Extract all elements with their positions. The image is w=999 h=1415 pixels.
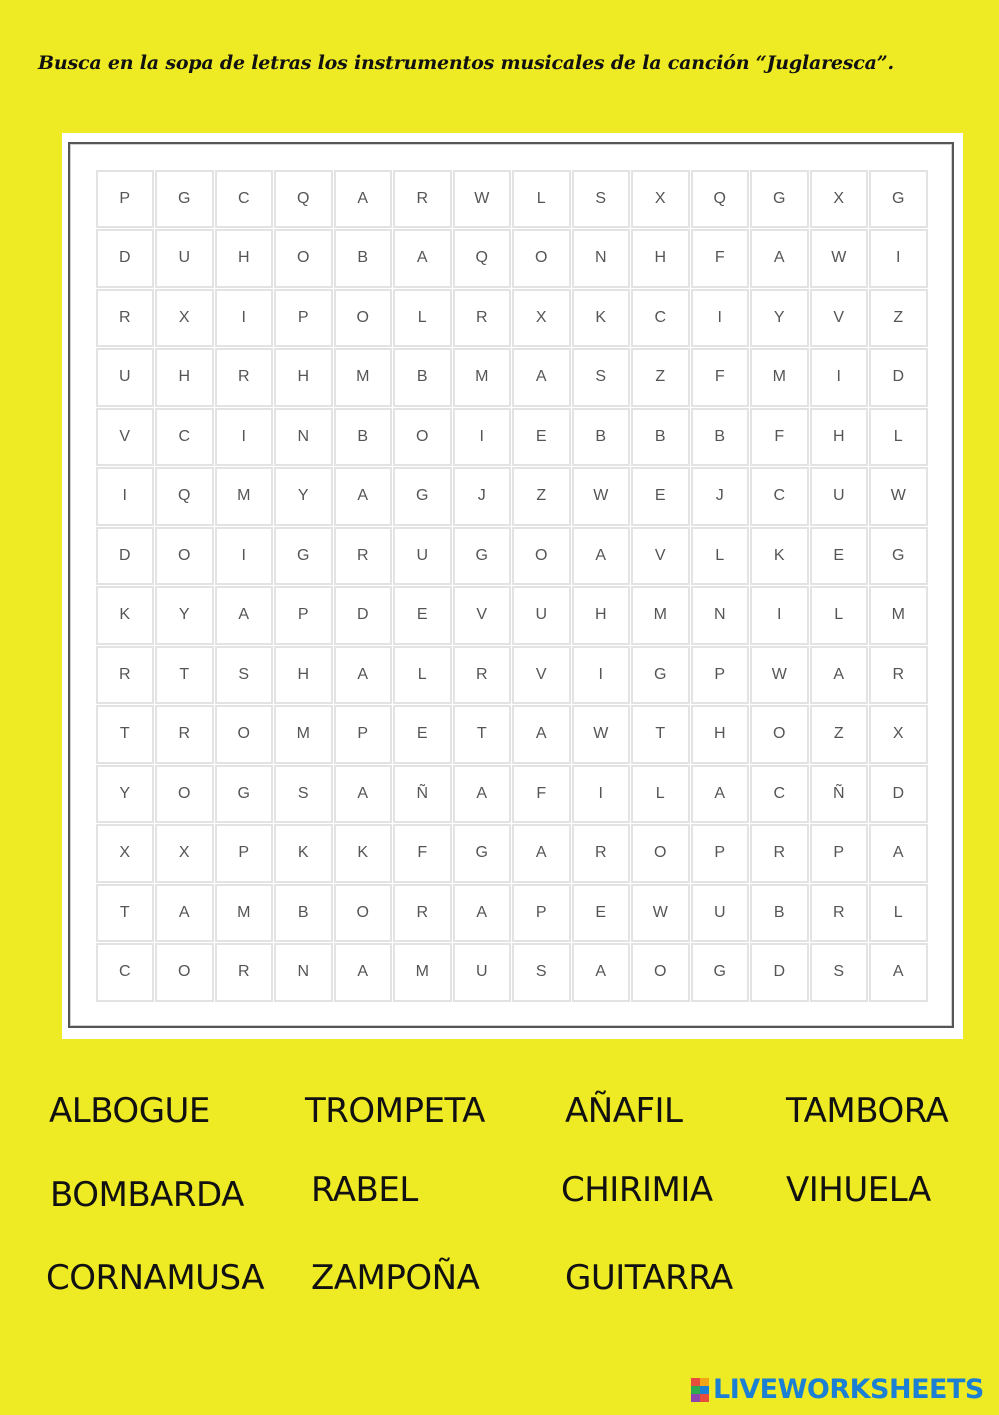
grid-cell[interactable]: P (810, 824, 869, 883)
grid-cell[interactable]: A (869, 824, 928, 883)
grid-cell[interactable]: A (453, 884, 512, 943)
grid-cell[interactable]: O (155, 527, 214, 586)
grid-cell[interactable]: R (810, 884, 869, 943)
grid-cell[interactable]: A (810, 646, 869, 705)
grid-cell[interactable]: D (869, 765, 928, 824)
grid-cell[interactable]: I (810, 348, 869, 407)
grid-cell[interactable]: O (512, 229, 571, 288)
grid-cell[interactable]: G (631, 646, 690, 705)
grid-cell[interactable]: B (691, 408, 750, 467)
grid-cell[interactable]: I (691, 289, 750, 348)
grid-cell[interactable]: K (274, 824, 333, 883)
grid-cell[interactable]: X (155, 289, 214, 348)
grid-cell[interactable]: F (512, 765, 571, 824)
grid-cell[interactable]: Z (512, 467, 571, 526)
grid-cell[interactable]: V (810, 289, 869, 348)
grid-cell[interactable]: M (393, 943, 452, 1002)
grid-cell[interactable]: A (334, 765, 393, 824)
word-search-sheet (62, 133, 963, 1039)
grid-cell[interactable]: B (334, 408, 393, 467)
grid-cell[interactable]: E (810, 527, 869, 586)
grid-cell[interactable]: Q (453, 229, 512, 288)
grid-cell[interactable]: R (869, 646, 928, 705)
grid-cell[interactable]: U (453, 943, 512, 1002)
grid-cell[interactable]: B (274, 884, 333, 943)
grid-cell[interactable]: X (96, 824, 155, 883)
grid-cell[interactable]: I (869, 229, 928, 288)
grid-cell[interactable]: L (869, 884, 928, 943)
grid-cell[interactable]: F (750, 408, 809, 467)
grid-cell[interactable]: Z (631, 348, 690, 407)
grid-cell[interactable]: Q (155, 467, 214, 526)
word-item: CORNAMUSA (46, 1258, 265, 1298)
grid-cell[interactable]: D (96, 229, 155, 288)
grid-cell[interactable]: X (512, 289, 571, 348)
word-item: TAMBORA (786, 1091, 949, 1131)
grid-cell[interactable]: H (155, 348, 214, 407)
grid-cell[interactable]: J (453, 467, 512, 526)
grid-cell[interactable]: U (155, 229, 214, 288)
grid-cell[interactable]: S (572, 348, 631, 407)
grid-cell[interactable]: W (869, 467, 928, 526)
liveworksheets-logo[interactable] (691, 1374, 984, 1405)
grid-cell[interactable]: I (215, 527, 274, 586)
grid-cell[interactable]: G (215, 765, 274, 824)
grid-cell[interactable]: V (96, 408, 155, 467)
grid-cell[interactable]: Q (274, 170, 333, 229)
grid-cell[interactable]: R (393, 884, 452, 943)
grid-cell[interactable]: O (393, 408, 452, 467)
grid-cell[interactable]: G (393, 467, 452, 526)
grid-cell[interactable]: P (215, 824, 274, 883)
grid-cell[interactable]: M (631, 586, 690, 645)
grid-cell[interactable]: C (96, 943, 155, 1002)
word-item: GUITARRA (565, 1258, 733, 1298)
grid-cell[interactable]: D (334, 586, 393, 645)
grid-cell[interactable]: A (750, 229, 809, 288)
grid-cell[interactable]: M (215, 467, 274, 526)
grid-cell[interactable]: E (393, 586, 452, 645)
grid-cell[interactable]: G (691, 943, 750, 1002)
grid-cell[interactable]: S (810, 943, 869, 1002)
grid-cell[interactable]: C (155, 408, 214, 467)
grid-cell[interactable]: Y (96, 765, 155, 824)
grid-cell[interactable]: K (572, 289, 631, 348)
grid-cell[interactable]: E (512, 408, 571, 467)
grid-cell[interactable]: V (453, 586, 512, 645)
grid-cell[interactable]: O (750, 705, 809, 764)
grid-cell[interactable]: A (512, 824, 571, 883)
grid-cell[interactable]: T (96, 884, 155, 943)
grid-cell[interactable]: A (334, 467, 393, 526)
grid-cell[interactable]: N (274, 408, 333, 467)
grid-cell[interactable]: A (869, 943, 928, 1002)
grid-cell[interactable]: R (393, 170, 452, 229)
grid-cell[interactable]: E (631, 467, 690, 526)
grid-cell[interactable]: B (393, 348, 452, 407)
grid-cell[interactable]: R (215, 943, 274, 1002)
grid-cell[interactable]: W (631, 884, 690, 943)
grid-cell[interactable]: T (631, 705, 690, 764)
grid-cell[interactable]: I (453, 408, 512, 467)
grid-cell[interactable]: M (334, 348, 393, 407)
grid-cell[interactable]: C (215, 170, 274, 229)
grid-cell[interactable]: N (274, 943, 333, 1002)
grid-cell[interactable]: R (96, 646, 155, 705)
word-item: ZAMPOÑA (311, 1258, 480, 1298)
grid-cell[interactable]: Y (155, 586, 214, 645)
grid-cell[interactable]: R (453, 289, 512, 348)
grid-cell[interactable]: A (334, 943, 393, 1002)
liveworksheets-logo-icon (691, 1378, 709, 1402)
grid-cell[interactable]: P (334, 705, 393, 764)
grid-cell[interactable]: L (810, 586, 869, 645)
grid-cell[interactable]: P (691, 646, 750, 705)
grid-cell[interactable]: C (631, 289, 690, 348)
grid-cell[interactable]: W (453, 170, 512, 229)
grid-cell[interactable]: U (96, 348, 155, 407)
grid-cell[interactable]: A (691, 765, 750, 824)
grid-cell[interactable]: Y (750, 289, 809, 348)
grid-cell[interactable]: A (512, 348, 571, 407)
grid-cell[interactable]: U (691, 884, 750, 943)
grid-cell[interactable]: H (631, 229, 690, 288)
grid-cell[interactable]: M (215, 884, 274, 943)
grid-cell[interactable]: K (750, 527, 809, 586)
grid-cell[interactable]: Ñ (810, 765, 869, 824)
grid-cell[interactable]: J (691, 467, 750, 526)
grid-cell[interactable]: H (810, 408, 869, 467)
grid-cell[interactable]: E (572, 884, 631, 943)
word-item: TROMPETA (305, 1091, 485, 1131)
grid-cell[interactable]: R (215, 348, 274, 407)
grid-cell[interactable]: U (393, 527, 452, 586)
grid-cell[interactable]: N (572, 229, 631, 288)
grid-cell[interactable]: O (274, 229, 333, 288)
grid-cell[interactable]: U (512, 586, 571, 645)
grid-cell[interactable]: K (96, 586, 155, 645)
grid-cell[interactable]: Z (810, 705, 869, 764)
grid-cell[interactable]: A (572, 527, 631, 586)
grid-cell[interactable]: R (155, 705, 214, 764)
grid-cell[interactable]: I (215, 408, 274, 467)
word-item: AÑAFIL (565, 1091, 683, 1131)
grid-cell[interactable]: E (393, 705, 452, 764)
grid-cell[interactable]: Ñ (393, 765, 452, 824)
grid-cell[interactable]: H (274, 348, 333, 407)
grid-cell[interactable]: T (453, 705, 512, 764)
word-item: CHIRIMIA (561, 1170, 713, 1210)
grid-cell[interactable]: I (215, 289, 274, 348)
grid-cell[interactable]: G (274, 527, 333, 586)
grid-cell[interactable]: A (393, 229, 452, 288)
grid-cell[interactable]: S (274, 765, 333, 824)
grid-cell[interactable]: B (631, 408, 690, 467)
grid-cell[interactable]: M (453, 348, 512, 407)
grid-cell[interactable]: V (631, 527, 690, 586)
word-item: RABEL (311, 1170, 418, 1210)
grid-cell[interactable]: C (750, 765, 809, 824)
grid-cell[interactable]: M (274, 705, 333, 764)
grid-cell[interactable]: P (274, 289, 333, 348)
grid-cell[interactable]: L (631, 765, 690, 824)
grid-cell[interactable]: D (869, 348, 928, 407)
grid-cell[interactable]: R (96, 289, 155, 348)
grid-cell[interactable]: D (750, 943, 809, 1002)
grid-cell[interactable]: S (572, 170, 631, 229)
grid-cell[interactable]: H (215, 229, 274, 288)
grid-cell[interactable]: K (334, 824, 393, 883)
grid-cell[interactable]: W (572, 705, 631, 764)
grid-cell[interactable]: X (810, 170, 869, 229)
grid-cell[interactable]: H (274, 646, 333, 705)
grid-cell[interactable]: R (334, 527, 393, 586)
grid-cell[interactable]: O (334, 884, 393, 943)
grid-cell[interactable]: B (334, 229, 393, 288)
grid-cell[interactable]: W (750, 646, 809, 705)
grid-cell[interactable]: C (750, 467, 809, 526)
grid-cell[interactable]: X (869, 705, 928, 764)
grid-cell[interactable]: L (393, 646, 452, 705)
grid-cell[interactable]: A (453, 765, 512, 824)
grid-cell[interactable]: O (215, 705, 274, 764)
grid-cell[interactable]: L (393, 289, 452, 348)
grid-cell[interactable]: O (512, 527, 571, 586)
word-item: BOMBARDA (50, 1175, 244, 1215)
grid-cell[interactable]: G (869, 527, 928, 586)
grid-cell[interactable]: I (96, 467, 155, 526)
grid-cell[interactable]: A (334, 646, 393, 705)
grid-cell[interactable]: R (453, 646, 512, 705)
grid-cell[interactable]: X (155, 824, 214, 883)
grid-cell[interactable]: F (393, 824, 452, 883)
grid-cell[interactable]: S (215, 646, 274, 705)
grid-cell[interactable]: V (512, 646, 571, 705)
grid-cell[interactable]: O (631, 824, 690, 883)
grid-cell[interactable]: G (750, 170, 809, 229)
grid-cell[interactable]: B (750, 884, 809, 943)
grid-cell[interactable]: G (453, 824, 512, 883)
grid-cell[interactable]: X (631, 170, 690, 229)
grid-cell[interactable]: Y (274, 467, 333, 526)
grid-cell[interactable]: T (96, 705, 155, 764)
logo-text: LIVEWORKSHEETS (713, 1374, 984, 1405)
word-item: VIHUELA (786, 1170, 931, 1210)
grid-cell[interactable]: S (512, 943, 571, 1002)
grid-cell[interactable]: L (691, 527, 750, 586)
grid-cell[interactable]: U (810, 467, 869, 526)
grid-cell[interactable]: P (274, 586, 333, 645)
grid-cell[interactable]: A (155, 884, 214, 943)
grid-cell[interactable]: I (572, 646, 631, 705)
grid-cell[interactable]: A (572, 943, 631, 1002)
grid-cell[interactable]: R (572, 824, 631, 883)
letter-grid (95, 169, 928, 1002)
grid-cell[interactable]: M (750, 348, 809, 407)
instructions-title: Busca en la sopa de letras los instrumentos musicales de la canción “Juglaresca”. (38, 52, 894, 74)
grid-cell[interactable]: L (869, 408, 928, 467)
grid-cell[interactable]: A (215, 586, 274, 645)
grid-cell[interactable]: H (572, 586, 631, 645)
grid-cell[interactable]: G (869, 170, 928, 229)
grid-cell[interactable]: F (691, 348, 750, 407)
grid-cell[interactable]: P (691, 824, 750, 883)
grid-cell[interactable]: G (155, 170, 214, 229)
word-item: ALBOGUE (49, 1091, 210, 1131)
grid-cell[interactable]: P (512, 884, 571, 943)
grid-cell[interactable]: I (572, 765, 631, 824)
grid-cell[interactable]: H (691, 705, 750, 764)
grid-cell[interactable]: W (810, 229, 869, 288)
grid-cell[interactable]: A (512, 705, 571, 764)
grid-cell[interactable]: Z (869, 289, 928, 348)
grid-cell[interactable]: L (512, 170, 571, 229)
grid-cell[interactable]: F (691, 229, 750, 288)
grid-cell[interactable]: I (750, 586, 809, 645)
grid-cell[interactable]: W (572, 467, 631, 526)
grid-cell[interactable]: B (572, 408, 631, 467)
grid-cell[interactable]: O (334, 289, 393, 348)
grid-cell[interactable]: R (750, 824, 809, 883)
grid-cell[interactable]: O (631, 943, 690, 1002)
grid-cell[interactable]: Q (691, 170, 750, 229)
grid-cell[interactable]: T (155, 646, 214, 705)
grid-cell[interactable]: O (155, 765, 214, 824)
grid-cell[interactable]: A (334, 170, 393, 229)
grid-cell[interactable]: P (96, 170, 155, 229)
grid-cell[interactable]: O (155, 943, 214, 1002)
grid-cell[interactable]: M (869, 586, 928, 645)
grid-cell[interactable]: G (453, 527, 512, 586)
grid-cell[interactable]: N (691, 586, 750, 645)
grid-cell[interactable]: D (96, 527, 155, 586)
